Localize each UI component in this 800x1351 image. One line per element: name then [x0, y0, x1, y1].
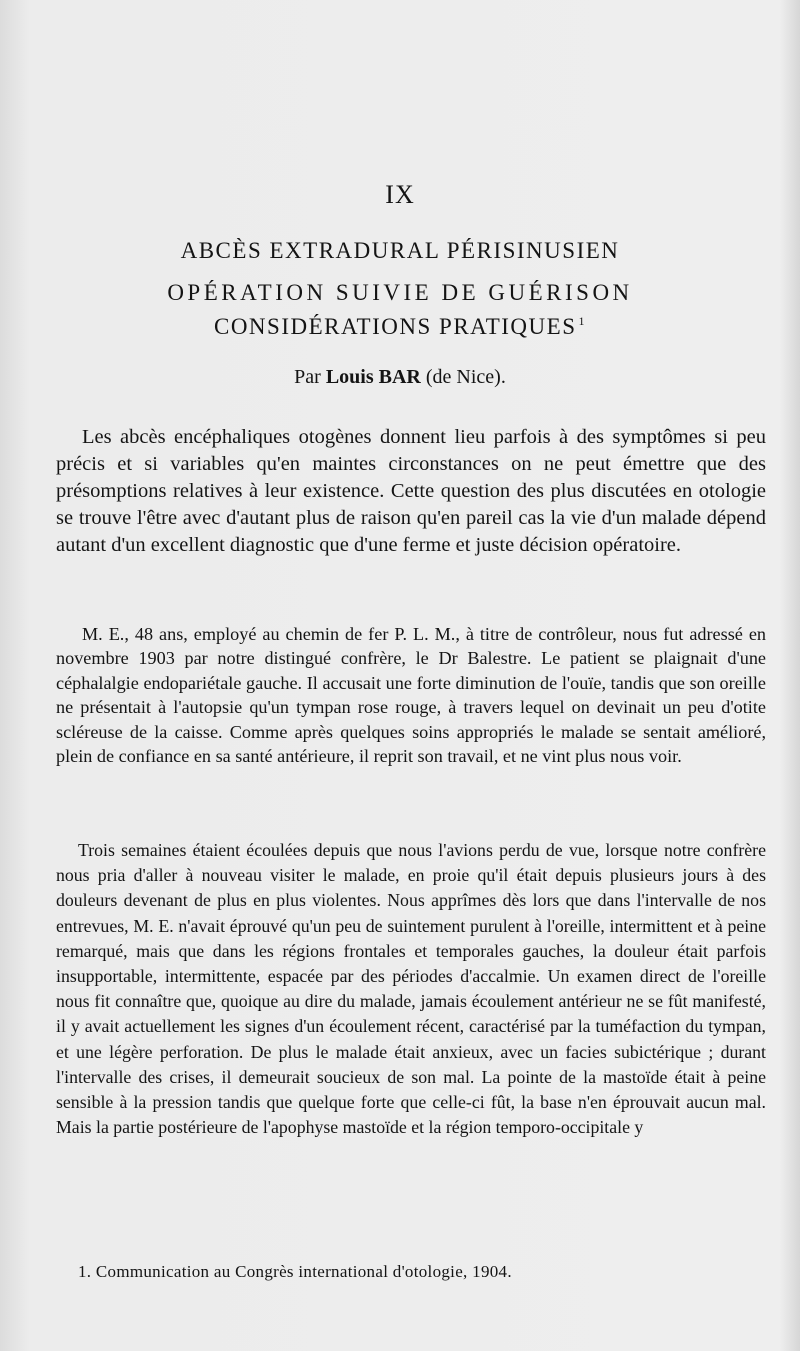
footnote: 1. Communication au Congrès international d'otologie, 1904.	[78, 1262, 512, 1281]
chapter-number: IX	[385, 180, 415, 209]
paragraph-block-2	[56, 622, 766, 768]
byline-prefix: Par	[294, 366, 321, 388]
byline-suffix: (de Nice).	[425, 366, 506, 388]
paragraph-block-3	[56, 838, 766, 1140]
paragraph-block-1	[56, 424, 766, 559]
paragraph-2: M. E., 48 ans, employé au chemin de fer P. L. M., à titre de contrôleur, nous fut adressé en novembre 1903 par notre distingué confrère, le Dr Balestre. Le patient se plaignait d'une céphalalgie endopariétale gauche. Il accusait une forte diminution de l'ouïe, tandis que son oreille ne présentait à l'autopsie qu'un tympan rose rouge, à travers lequel on devinait un peu d'otite scléreuse de la caisse. Comme après quelques soins appropriés le malade se sentait amélioré, plein de confiance en sa santé antérieure, il reprit son travail, et ne vint plus nous voir.	[56, 624, 766, 767]
byline	[0, 366, 800, 389]
paragraph-1: Les abcès encéphaliques otogènes donnent lieu parfois à des symptômes si peu précis et si variables qu'en maintes circonstances on ne peut émettre que des présomptions relatives à leur existence. Cette question des plus discutées en otologie se trouve l'être avec d'autant plus de raison qu'en pareil cas la vie d'un malade dépend autant d'un excellent diagnostic que d'une ferme et juste décision opératoire.	[56, 426, 766, 556]
title-line-2: OPÉRATION SUIVIE DE GUÉRISON	[167, 280, 633, 305]
author-name: Louis BAR	[325, 366, 421, 388]
title-line-3-text: CONSIDÉRATIONS PRATIQUES	[213, 314, 577, 339]
footnote-marker: 1	[578, 314, 586, 328]
paragraph-3: Trois semaines étaient écoulées depuis que nous l'avions perdu de vue, lorsque notre confrère nous pria d'aller à nouveau visiter le malade, en proie qu'il était depuis plusieurs jours à des douleurs devenant de plus en plus violentes. Nous apprîmes dès lors que dans l'intervalle de nos entrevues, M. E. n'avait éprouvé qu'un peu de suintement purulent à l'oreille, intermittent et à peine remarqué, mais que dans les régions frontales et temporales gauches, la douleur était parfois insupportable, intermittente, espacée par des périodes d'accalmie. Un examen direct de l'oreille nous fit connaître que, quoique au dire du malade, jamais écoulement antérieur ne se fût manifesté, il y avait actuellement les signes d'un écoulement récent, caractérisé par la tuméfaction du tympan, et une légère perforation. De plus le malade était anxieux, avec un facies subictérique ; durant l'intervalle des crises, il demeurait soucieux de son mal. La pointe de la mastoïde était à peine sensible à la pression tandis que quelque forte que celle-ci fût, la base n'en éprouvait aucun mal. Mais la partie postérieure de l'apophyse mastoïde et la région temporo-occipitale y	[56, 840, 766, 1138]
title-line-3	[0, 314, 800, 340]
title-line-1: ABCÈS EXTRADURAL PÉRISINUSIEN	[180, 238, 620, 263]
